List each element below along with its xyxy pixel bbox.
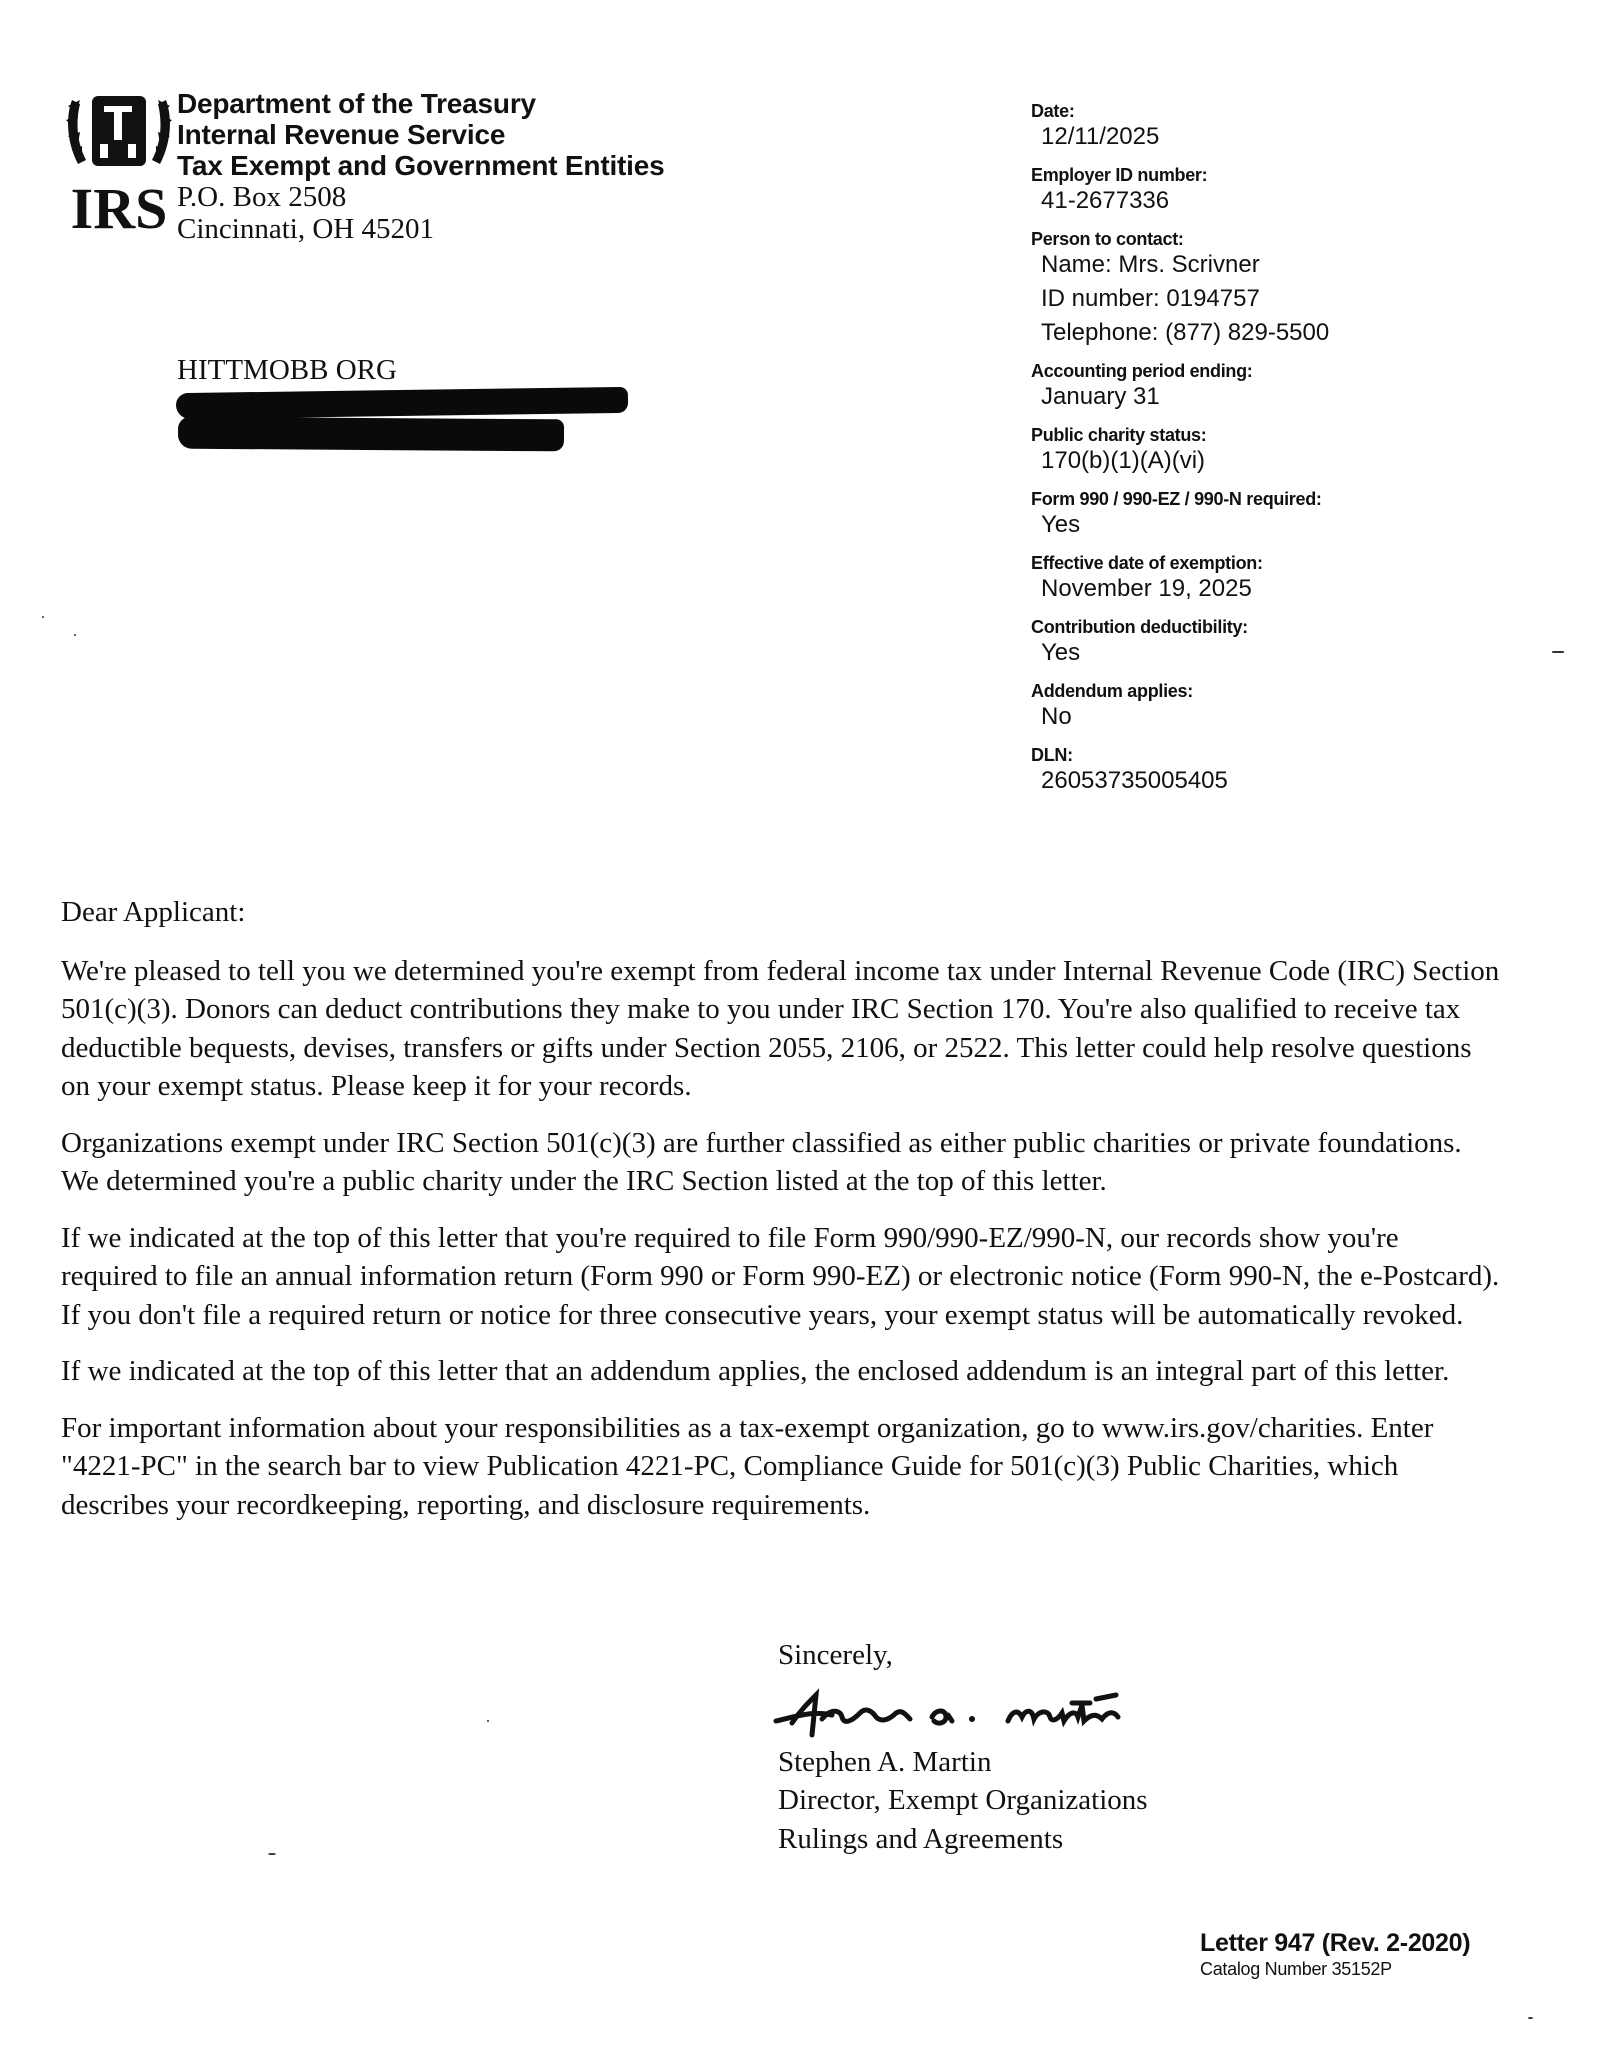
agency-line: Internal Revenue Service: [177, 119, 506, 150]
date-label: Date:: [1031, 101, 1075, 121]
date-value: 12/11/2025: [1041, 123, 1160, 150]
contact-label: Person to contact:: [1031, 229, 1184, 249]
paragraph-addendum: If we indicated at the top of this letter that an addendum applies, the enclosed addendum is an integral part of this letter.: [61, 1355, 1450, 1387]
irs-emblem-icon: [64, 86, 174, 236]
form-footer: [1200, 1928, 1470, 1980]
paragraph-classification: Organizations exempt under IRC Section 501(c)(3) are further classified as either public charities or private foundations. We determined you're a public charity under the IRC Section listed at the top of this letter.: [61, 1126, 1462, 1197]
recipient-name: HITTMOBB ORG: [177, 354, 397, 386]
effective-date-label: Effective date of exemption:: [1031, 553, 1263, 573]
scan-speck: [1552, 651, 1564, 653]
redaction-bar: [176, 387, 628, 419]
signature: [772, 1681, 1172, 1741]
accounting-period-label: Accounting period ending:: [1031, 361, 1253, 381]
dln-label: DLN:: [1031, 745, 1073, 765]
charity-status-value: 170(b)(1)(A)(vi): [1041, 447, 1206, 474]
scan-speck: [42, 616, 44, 618]
closing-block: [778, 1636, 1172, 1858]
ein-value: 41-2677336: [1041, 187, 1170, 214]
scan-speck: [74, 634, 76, 636]
letterhead: [177, 88, 664, 245]
salutation: Dear Applicant:: [61, 896, 246, 928]
form-required-value: Yes: [1041, 511, 1081, 538]
addendum-value: No: [1041, 703, 1072, 730]
deductibility-label: Contribution deductibility:: [1031, 617, 1248, 637]
redaction-bar: [178, 417, 564, 452]
letter-details: [1031, 100, 1511, 808]
signer-name: Stephen A. Martin: [778, 1745, 992, 1778]
department-line: Department of the Treasury: [177, 88, 536, 119]
city-line: Cincinnati, OH 45201: [177, 213, 434, 245]
scan-speck: [487, 1720, 489, 1722]
irs-logo: [64, 86, 174, 236]
contact-phone: Telephone: (877) 829-5500: [1041, 319, 1330, 346]
division-line: Tax Exempt and Government Entities: [177, 150, 665, 181]
signer-division: Rulings and Agreements: [778, 1822, 1064, 1855]
dln-value: 26053735005405: [1041, 767, 1228, 794]
effective-date-value: November 19, 2025: [1041, 575, 1252, 602]
paragraph-filing: If we indicated at the top of this letter that you're required to file Form 990/990-EZ/990-N, our records show you're required to file an annual information return (Form 990 or Form 990-EZ) or electronic notice (Form 990-N, the e-Postcard). If you don't file a required return or notice for three consecutive years, your exempt status will be automatically revoked.: [61, 1221, 1500, 1331]
paragraph-exemption: We're pleased to tell you we determined you're exempt from federal income tax under Internal Revenue Code (IRC) Section 501(c)(3). Donors can deduct contributions they make to you under IRC Section 170. You're also qualified to receive tax deductible bequests, devises, transfers or gifts under Section 2055, 2106, or 2522. This letter could help resolve questions on your exempt status. Please keep it for your records.: [61, 954, 1500, 1102]
ein-label: Employer ID number:: [1031, 165, 1208, 185]
catalog-number: Catalog Number 35152P: [1200, 1959, 1392, 1979]
form-required-label: Form 990 / 990-EZ / 990-N required:: [1031, 489, 1322, 509]
po-box-line: P.O. Box 2508: [177, 181, 347, 213]
contact-id: ID number: 0194757: [1041, 285, 1260, 312]
scan-speck: [1528, 2017, 1533, 2019]
signer-title: Director, Exempt Organizations: [778, 1784, 1148, 1816]
contact-name: Name: Mrs. Scrivner: [1041, 251, 1260, 278]
accounting-period-value: January 31: [1041, 383, 1160, 410]
letter-body: [61, 893, 1501, 1542]
svg-text:IRS: IRS: [70, 176, 168, 236]
deductibility-value: Yes: [1041, 639, 1081, 666]
addendum-label: Addendum applies:: [1031, 681, 1193, 701]
valediction: Sincerely,: [778, 1639, 893, 1671]
letter-form-id: Letter 947 (Rev. 2-2020): [1200, 1929, 1471, 1957]
paragraph-resources: For important information about your responsibilities as a tax-exempt organization, go to www.irs.gov/charities. Enter "4221-PC" in the search bar to view Publication 4221-PC, Compliance Guide for 501(c)(3) Public Charities, which describes your recordkeeping, reporting, and disclosure requirements.: [61, 1411, 1434, 1521]
charity-status-label: Public charity status:: [1031, 425, 1207, 445]
scan-speck: [268, 1853, 276, 1855]
